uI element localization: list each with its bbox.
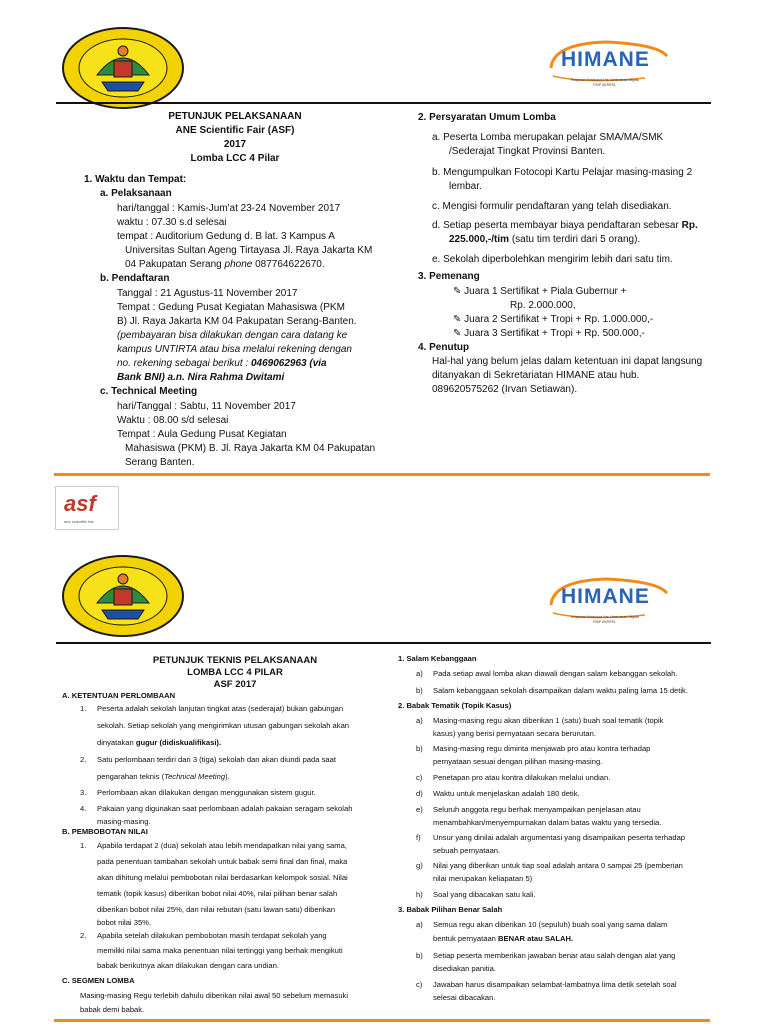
sec1b-l1: Tanggal : 21 Agustus-11 November 2017	[117, 288, 298, 299]
B-i1-num: 1.	[80, 841, 87, 850]
A-i1-l1: Peserta adalah sekolah lanjutan tingkat atas (sederajat) bukan gabungan	[97, 704, 344, 713]
sec1b-head: b. Pendaftaran	[100, 273, 170, 284]
sec2-d1	[432, 219, 698, 233]
R2-d-num: d)	[416, 789, 423, 798]
A-i4-num: 4.	[80, 804, 87, 813]
A-i2-l2	[97, 771, 230, 782]
A-i3-l1: Perlombaan akan dilakukan dengan menggunakan sistem gugur.	[97, 788, 316, 797]
A-i1-num: 1.	[80, 704, 87, 713]
B-head: B. PEMBOBOTAN NILAI	[62, 827, 148, 836]
R2-head: 2. Babak Tematik (Topik Kasus)	[398, 701, 512, 710]
tech-title-3: ASF 2017	[213, 679, 257, 690]
C-l1: Masing-masing Regu terlebih dahulu diberikan nilai awal 50 sebelum memasuki	[80, 991, 349, 1000]
R3-b-num: b)	[416, 951, 423, 960]
tech-title-1: PETUNJUK TEKNIS PELAKSANAAN	[152, 655, 318, 666]
sec1a-l1: hari/tanggal : Kamis-Jum'at 23-24 November 2017	[117, 203, 341, 214]
winner-2	[453, 313, 653, 327]
sec2-d2	[449, 233, 640, 247]
A-i2-l1: Satu perlombaan terdiri dari 3 (tiga) sekolah dan akan diundi pada saat	[97, 755, 336, 764]
sec4-l2: ditanyakan di Sekretariatan HIMANE atau hub.	[432, 370, 640, 381]
C-l2: babak demi babak.	[80, 1005, 145, 1014]
title-line-3: 2017	[223, 139, 247, 150]
sec1b-l6	[117, 357, 327, 371]
bullet-icon: ✎	[453, 328, 462, 339]
sec2-b1: b. Mengumpulkan Fotocopi Kartu Pelajar masing-masing 2	[432, 167, 693, 178]
sec1c-head: c. Technical Meeting	[100, 386, 198, 397]
R2-f-num: f)	[416, 833, 421, 842]
sec2-c1: c. Mengisi formulir pendaftaran yang telah disediakan.	[432, 201, 672, 212]
R2-a-l2: kasus) yang berisi pernyataan secara berurutan.	[433, 729, 596, 738]
R2-g-l1: Nilai yang diberikan untuk tiap soal adalah antara 0 sampai 25 (pemberian	[433, 861, 683, 870]
R2-h-num: h)	[416, 890, 423, 899]
university-seal-logo	[62, 27, 184, 109]
title-line-1: PETUNJUK PELAKSANAAN	[168, 111, 302, 122]
sec1b-l6a: no. rekening sebagai berikut :	[117, 358, 251, 369]
B-i1-l3: akan dihitung melalui pembobotan nilai berdasarkan kelompok sosial. Nilai	[97, 873, 348, 882]
A-i2-l2a: pengarahan teknis (	[97, 772, 165, 781]
B-i2-l2: memiliki nilai sama maka penentuan nilai tertinggi yang berhak mengikuti	[97, 946, 343, 955]
bullet-icon: ✎	[453, 314, 462, 325]
R2-g-l2: nilai merupakan keliapatan 5)	[433, 874, 533, 883]
sec1b-l5: kampus UNTIRTA atau bisa melalui rekening dengan	[117, 344, 352, 355]
sec1b-l7: Bank BNI) a.n. Nira Rahma Dwitami	[117, 372, 285, 383]
R2-b-l1: Masing-masing regu diminta menjawab pro atau kontra terhadap	[433, 744, 651, 753]
sec1c-l2: Waktu : 08.00 s/d selesai	[117, 415, 229, 426]
sec1a-l5b: phone	[224, 259, 253, 270]
sec2-d1b: Rp.	[681, 220, 698, 231]
sec1a-head: a. Pelaksanaan	[100, 188, 172, 199]
winner-1	[453, 285, 626, 299]
sec1b-l2: Tempat : Gedung Pusat Kegiatan Mahasiswa (PKM	[117, 302, 345, 313]
asf-logo-text: asf	[64, 491, 96, 516]
B-i2-l3: babak berikutnya akan dilakukan dengan cara undian.	[97, 961, 279, 970]
B-i1-l2: pada penentuan tambahan sekolah untuk babak semi final dan final, maka	[97, 857, 348, 866]
sec2-d2b: (satu tim terdiri dari 5 orang).	[509, 234, 641, 245]
B-i2-l1: Apabila setelah dilakukan pembobotan masih terdapat sekolah yang	[97, 931, 327, 940]
A-i2-l2c: ).	[225, 772, 230, 781]
R2-b-l2: pernyataan sesuai dengan pilihan masing-masing.	[433, 757, 603, 766]
R1-b-num: b)	[416, 686, 423, 695]
winner-3	[453, 327, 645, 341]
B-i1-l6: bobot nilai 35%.	[97, 918, 152, 927]
R3-a-l2b: BENAR atau SALAH.	[498, 934, 574, 943]
sec3-title: 3. Pemenang	[418, 271, 480, 282]
tech-title-2: LOMBA LCC 4 PILAR	[187, 667, 283, 678]
sec2-e1: e. Sekolah diperbolehkan mengirim lebih dari satu tim.	[432, 254, 673, 265]
R2-b-num: b)	[416, 744, 423, 753]
himane-logo-sub1-2: Himpunan Mahasiswa Ilmu Administrasi Negara	[571, 615, 639, 619]
himane-logo-text-2: HIMANE	[561, 585, 650, 608]
sec1a-l3: tempat : Auditorium Gedung d. B lat. 3 Kampus A	[117, 231, 335, 242]
sec1c-l3: Tempat : Aula Gedung Pusat Kegiatan	[117, 429, 287, 440]
winner-2-text: Juara 2 Sertifikat + Tropi + Rp. 1.000.000,-	[464, 314, 654, 325]
sec1a-l5c: 087764622670.	[252, 259, 325, 270]
himane-logo-sub2: FISIP UNTIRTA	[593, 83, 616, 87]
orange-divider-top	[54, 473, 710, 476]
himane-logo-sub1: Himpunan Mahasiswa Ilmu Administrasi Negara	[571, 78, 639, 82]
R2-f-l2: sebuah pernyataan.	[433, 846, 501, 855]
R3-head: 3. Babak Pilihan Benar Salah	[398, 905, 503, 914]
R3-b-l2: disediakan panitia.	[433, 964, 496, 973]
himane-logo-sub2-2: FISIP UNTIRTA	[593, 620, 616, 624]
B-i1-l1: Apabila terdapat 2 (dua) sekolah atau lebih mendapatkan nilai yang sama,	[97, 841, 347, 850]
page-title	[110, 110, 360, 166]
header-rule	[56, 102, 711, 104]
sec2-d1a: d. Setiap peserta membayar biaya pendaftaran sebesar	[432, 220, 682, 231]
R2-e-l1: Seluruh anggota regu berhak menyampaikan penjelasan atau	[433, 805, 641, 814]
A-i4-l2: masing-masing.	[97, 817, 151, 826]
title-line-2: ANE Scientific Fair (ASF)	[175, 125, 295, 136]
B-i1-l5: diberikan bobot nilai 25%, dan nilai rebutan (satu lawan satu) diberikan	[97, 905, 336, 914]
R1-a-l1: Pada setiap awal lomba akan diawali dengan salam kebanggan sekolah.	[433, 669, 678, 678]
R3-a-l2a: bentuk pernyataan	[433, 934, 499, 943]
sec2-d2a: 225.000,-/tim	[449, 234, 510, 245]
R2-c-l1: Penetapan pro atau kontra dilakukan melalui undian.	[433, 773, 611, 782]
winner-3-text: Juara 3 Sertifikat + Tropi + Rp. 500.000,-	[464, 328, 645, 339]
R2-h-l1: Soal yang dibacakan satu kali.	[433, 890, 536, 899]
winner-1b: Rp. 2.000.000,	[510, 300, 576, 311]
R2-c-num: c)	[416, 773, 423, 782]
R1-head: 1. Salam Kebanggaan	[398, 654, 477, 663]
A-i1-l2: sekolah. Setiap sekolah yang mengirimkan utusan gabungan sekolah akan	[97, 721, 350, 730]
sec4-title: 4. Penutup	[418, 342, 470, 353]
sec2-a1: a. Peserta Lomba merupakan pelajar SMA/MA/SMK	[432, 132, 664, 143]
R3-a-l1: Semua regu akan diberikan 10 (sepuluh) buah soal yang sama dalam	[433, 920, 668, 929]
A-i3-num: 3.	[80, 788, 87, 797]
sec1c-l5: Serang Banten.	[125, 457, 195, 468]
himane-logo-2	[545, 575, 675, 631]
A-i2-num: 2.	[80, 755, 87, 764]
sec1a-l5	[125, 258, 325, 272]
sec2-a2: /Sederajat Tingkat Provinsi Banten.	[449, 146, 606, 157]
B-i2-num: 2.	[80, 931, 87, 940]
R2-a-num: a)	[416, 716, 423, 725]
A-i1-l3a: dinyatakan	[97, 738, 136, 747]
sec1-title: 1. Waktu dan Tempat:	[84, 174, 187, 185]
sec1b-l6b: 0469062963 (via	[250, 358, 327, 369]
sec1a-l2: waktu : 07.30 s.d selesai	[117, 217, 227, 228]
R3-b-l1: Setiap peserta memberikan jawaban benar atau salah dengan alat yang	[433, 951, 676, 960]
tech-title	[110, 655, 360, 691]
asf-logo-sub: ane scientific fair	[64, 519, 94, 524]
R2-d-l1: Waktu untuk menjelaskan adalah 180 detik.	[433, 789, 580, 798]
A-i1-l3	[97, 737, 221, 748]
R2-a-l1: Masing-masing regu akan diberikan 1 (satu) buah soal tematik (topik	[433, 716, 664, 725]
sec4-l3: 089620575262 (Irvan Setiawan).	[432, 384, 578, 395]
university-seal-logo-2	[62, 555, 184, 637]
sec4-l1: Hal-hal yang belum jelas dalam ketentuan ini dapat langsung	[432, 356, 703, 367]
sec1a-l5a: 04 Pakupatan Serang	[125, 259, 225, 270]
R2-e-num: e)	[416, 805, 423, 814]
himane-logo	[545, 38, 675, 94]
R3-c-l1: Jawaban harus disampaikan selambat-lambatnya lima detik setelah soal	[433, 980, 677, 989]
asf-logo	[55, 486, 119, 530]
R1-b-l1: Salam kebanggaan sekolah disampaikan dalam waktu paling lama 15 detik.	[433, 686, 688, 695]
A-head: A. KETENTUAN PERLOMBAAN	[62, 691, 176, 700]
himane-logo-text: HIMANE	[561, 48, 650, 71]
R2-f-l1: Unsur yang dinilai adalah argumentasi yang disampaikan peserta terhadap	[433, 833, 686, 842]
A-i1-l3b: gugur (didiskualifikasi).	[135, 738, 222, 747]
orange-divider-bottom	[54, 1019, 710, 1022]
C-head: C. SEGMEN LOMBA	[62, 976, 135, 985]
R1-a-num: a)	[416, 669, 423, 678]
R3-a-num: a)	[416, 920, 423, 929]
sec1c-l4: Mahasiswa (PKM) B. Jl. Raya Jakarta KM 04 Pakupatan	[125, 443, 376, 454]
R3-c-num: c)	[416, 980, 423, 989]
R2-e-l2: menambahkan/menyempurnakan dalam batas waktu yang tersedia.	[433, 818, 662, 827]
B-i1-l4: tematik (topik kasus) diberikan bobot nilai 40%, nilai pilihan benar salah	[97, 889, 338, 898]
header-rule-2	[56, 642, 711, 644]
sec1c-l1: hari/Tanggal : Sabtu, 11 November 2017	[117, 401, 296, 412]
sec1a-l4: Universitas Sultan Ageng Tirtayasa Jl. Raya Jakarta KM	[125, 245, 373, 256]
R3-c-l2: selesai dibacakan.	[433, 993, 496, 1002]
title-line-4: Lomba LCC 4 Pilar	[190, 153, 280, 164]
winner-1-text: Juara 1 Sertifikat + Piala Gubernur +	[464, 286, 627, 297]
sec2-title: 2. Persyaratan Umum Lomba	[418, 112, 556, 123]
A-i2-l2b: Technical Meeting	[164, 772, 226, 781]
R2-g-num: g)	[416, 861, 423, 870]
A-i4-l1: Pakaian yang digunakan saat perlombaan adalah pakaian seragam sekolah	[97, 804, 353, 813]
sec1b-l4: (pembayaran bisa dilakukan dengan cara datang ke	[117, 330, 348, 341]
sec1b-l3: B) Jl. Raya Jakarta KM 04 Pakupatan Serang-Banten.	[117, 316, 357, 327]
sec2-b2: lembar.	[449, 181, 482, 192]
bullet-icon: ✎	[453, 286, 462, 297]
R3-a-l2	[433, 933, 573, 944]
